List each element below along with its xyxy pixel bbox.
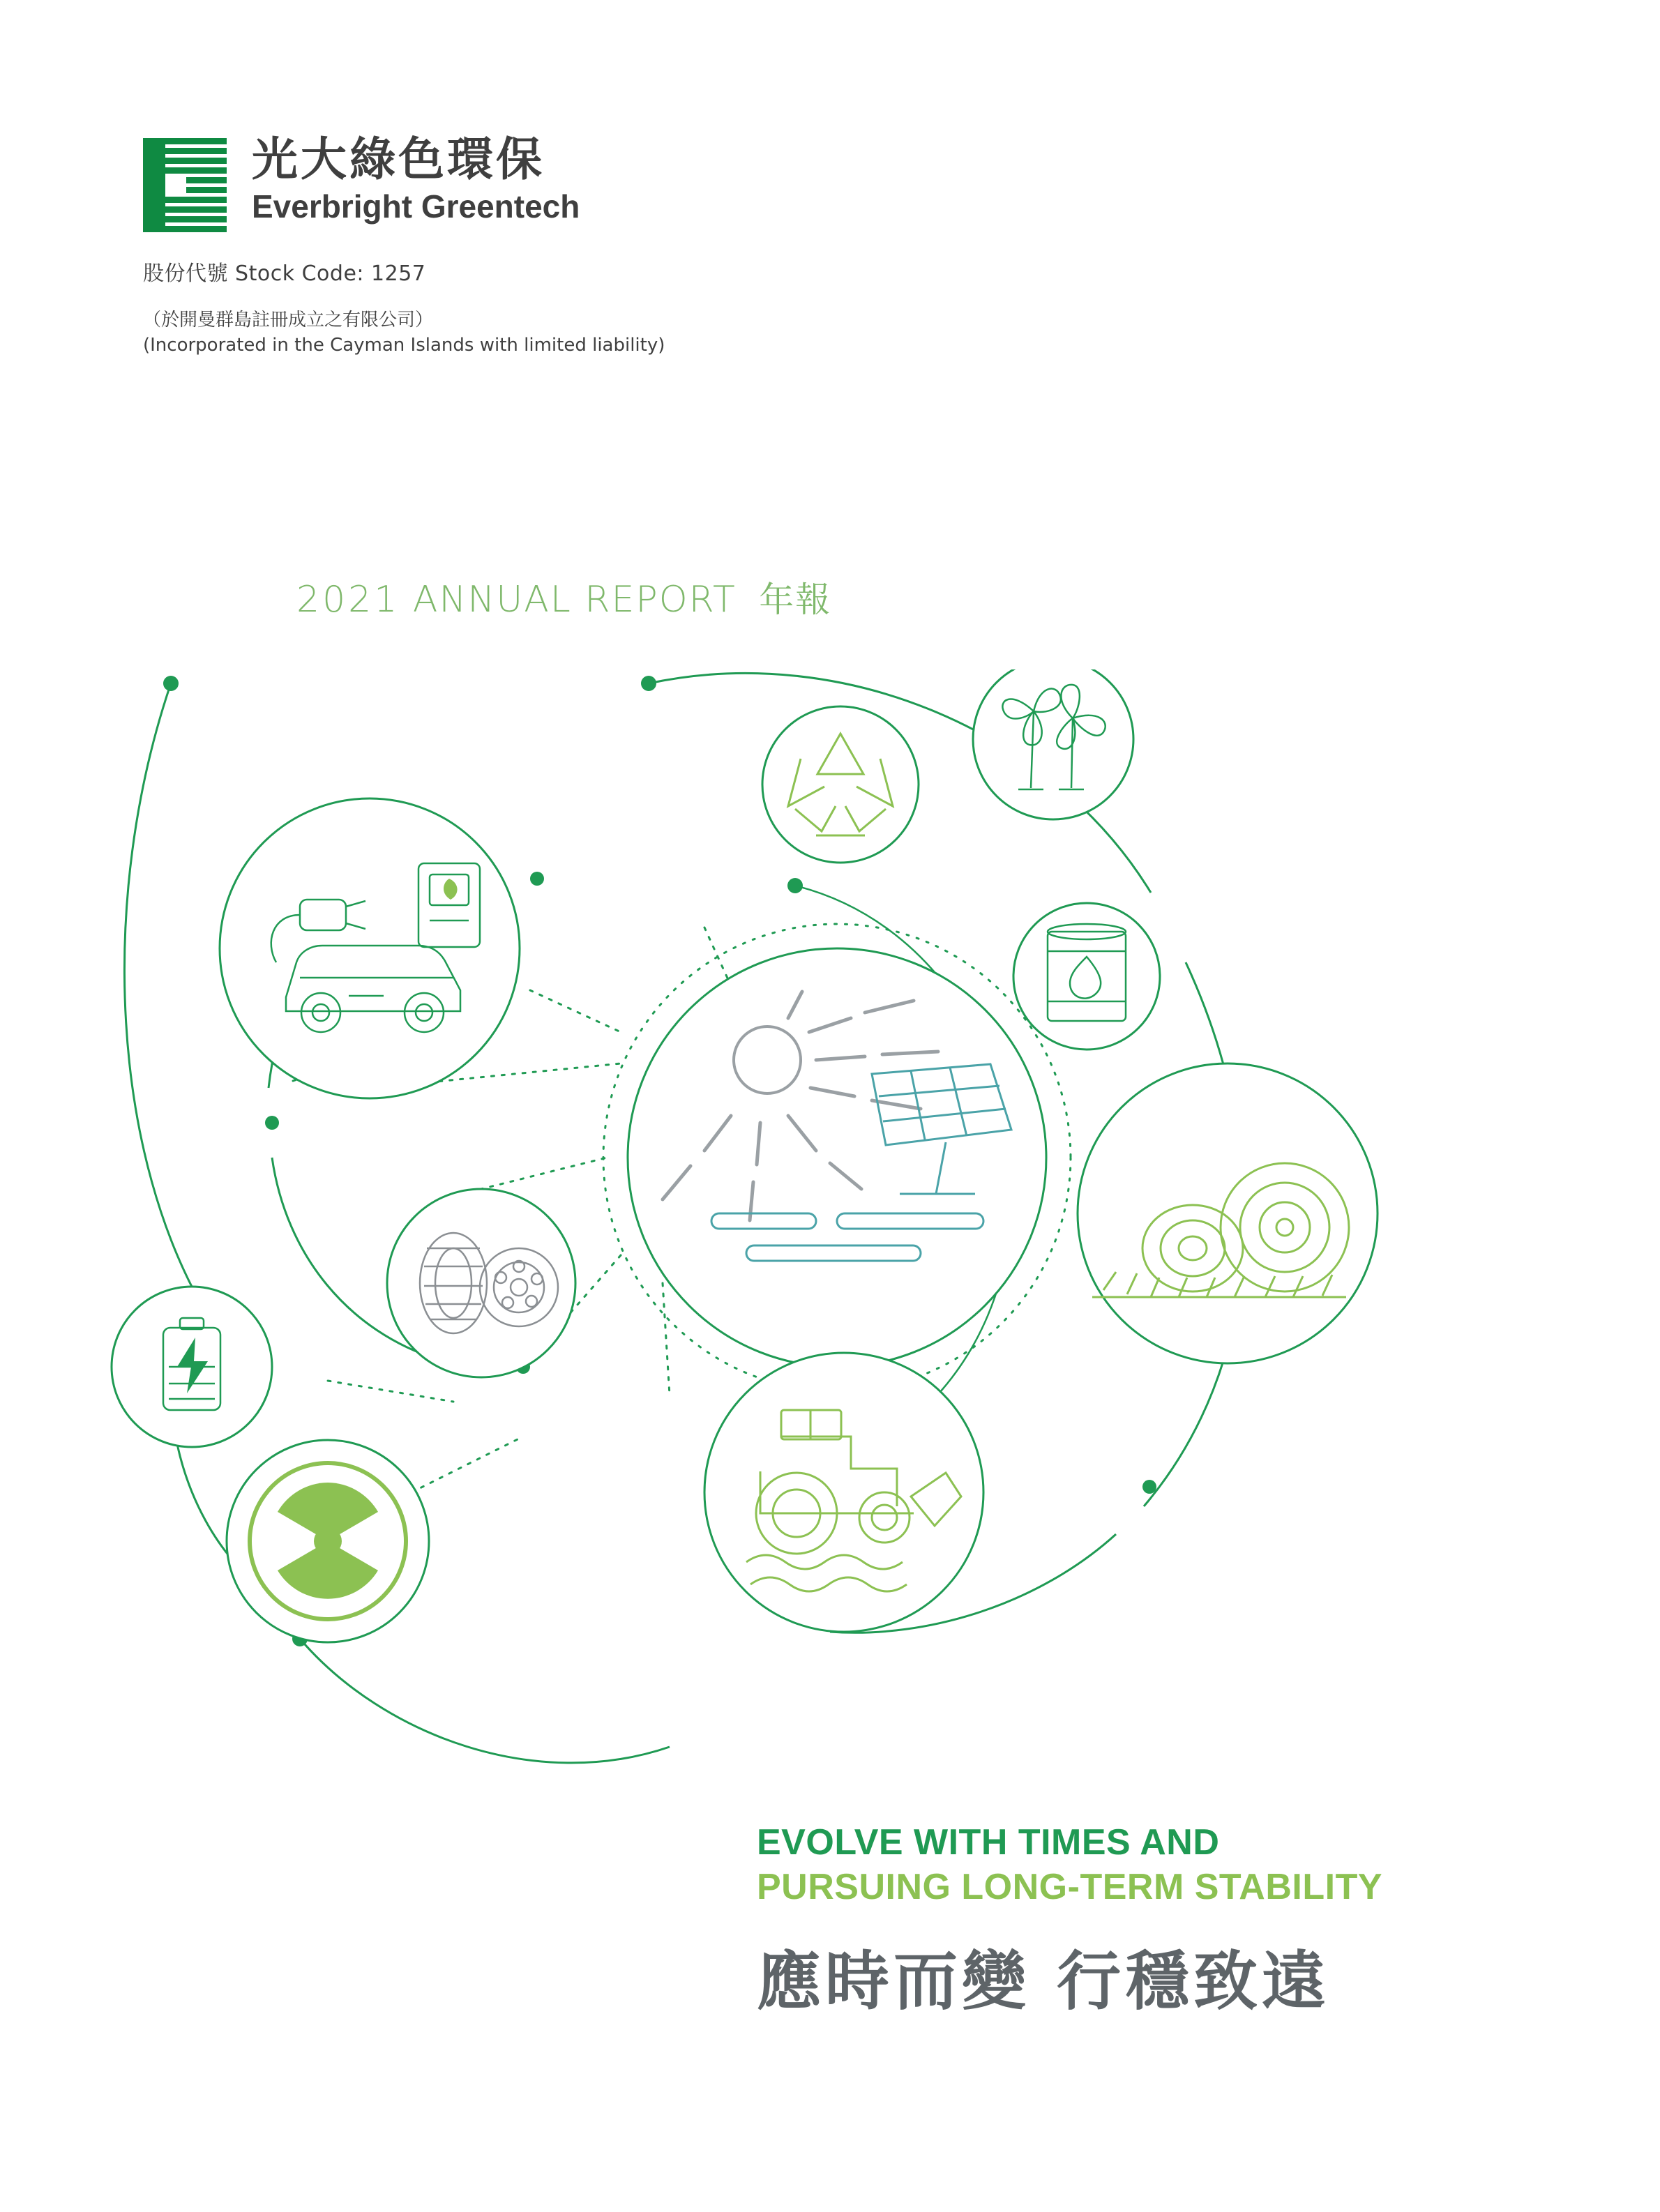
oil-drum-node	[1013, 903, 1160, 1050]
tagline-cn: 應時而變 行穩致遠	[757, 1944, 1331, 2019]
incorporation-en: (Incorporated in the Cayman Islands with limited liability)	[143, 335, 665, 356]
hazardous-waste-node	[227, 1440, 429, 1642]
report-year: 2021	[296, 579, 400, 621]
report-title-en: ANNUAL REPORT	[412, 579, 737, 621]
wind-turbine-node	[973, 669, 1133, 819]
tagline-en-line2: PURSUING LONG-TERM STABILITY	[757, 1867, 1383, 1907]
incorporation-note	[143, 308, 980, 358]
report-title-cn: 年報	[759, 579, 832, 620]
stock-code: 股份代號 Stock Code: 1257	[143, 262, 426, 286]
logo-text	[252, 132, 580, 225]
tagline-en-line1: EVOLVE WITH TIMES AND	[757, 1822, 1220, 1863]
incorporation-cn: （於開曼群島註冊成立之有限公司）	[143, 310, 434, 331]
everbright-logo-icon	[143, 138, 227, 232]
tyre-recycling-node	[387, 1189, 575, 1377]
renewable-energy-ecosystem-diagram	[91, 669, 1576, 1813]
tractor-node	[704, 1353, 983, 1632]
electric-vehicle-charging-node	[220, 798, 520, 1098]
report-title	[296, 572, 831, 622]
biomass-bales-node	[1078, 1063, 1378, 1363]
logo-row	[143, 132, 980, 232]
solar-panel-node	[603, 924, 1071, 1391]
company-name-en: Everbright Greentech	[252, 188, 580, 225]
company-name-cn: 光大綠色環保	[252, 132, 545, 186]
recycling-node	[762, 706, 919, 863]
cover-tagline	[757, 1820, 1594, 2022]
cover-header	[143, 132, 980, 358]
battery-node	[112, 1287, 272, 1447]
